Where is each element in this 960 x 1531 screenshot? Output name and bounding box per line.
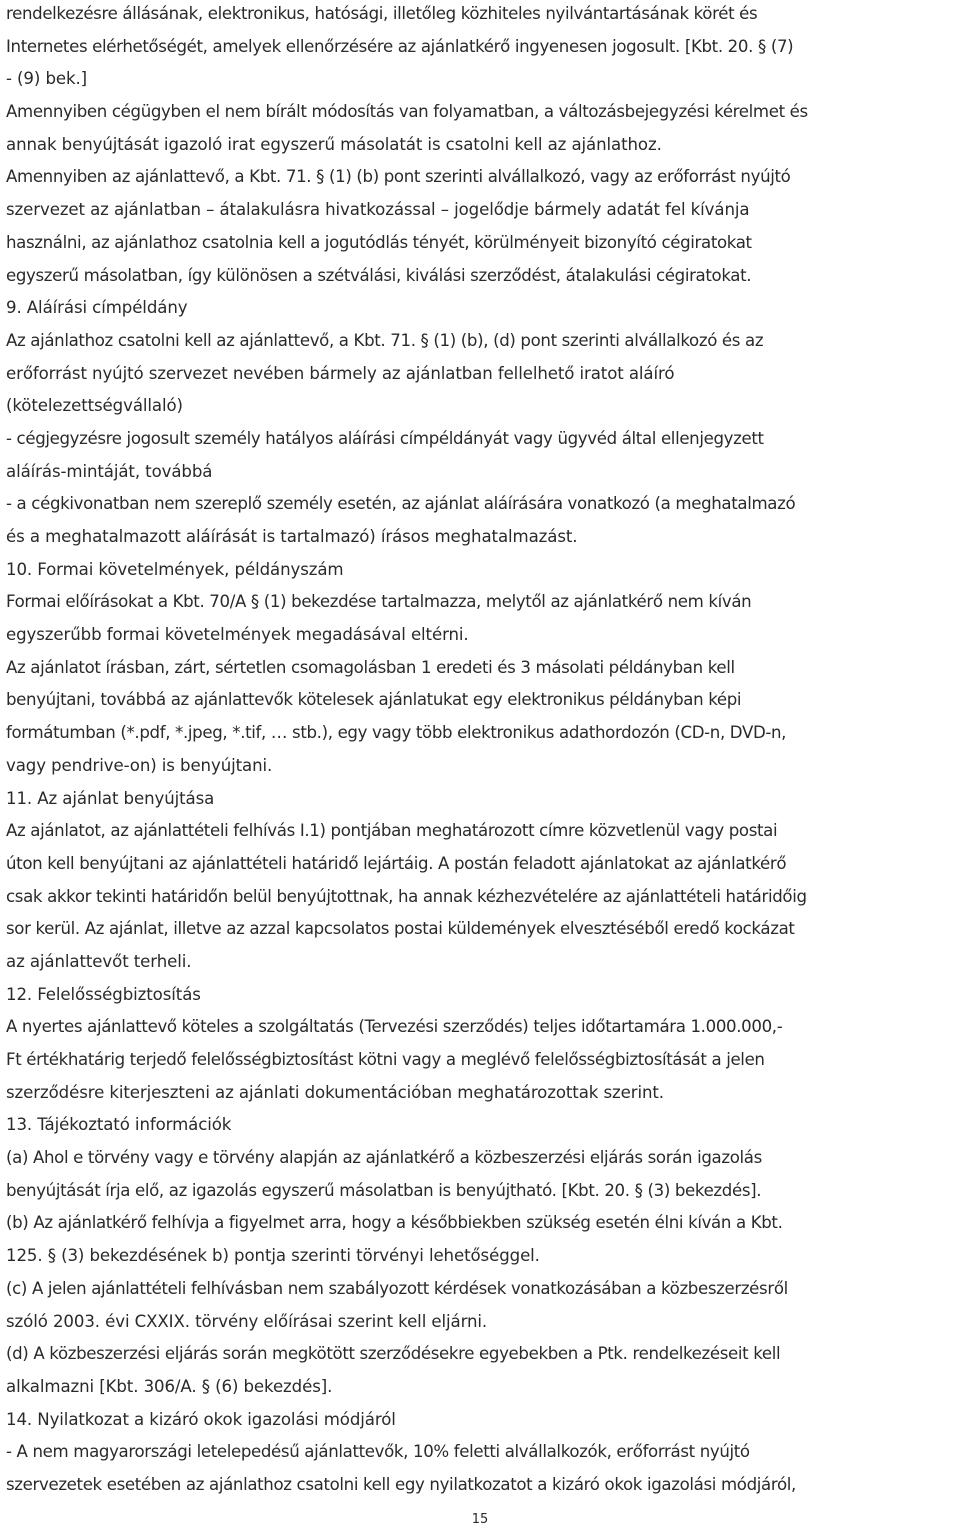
- text-line: úton kell benyújtani az ajánlattételi határidő lejártáig. A postán feladott ajánlatokat az ajánlatkérő: [6, 853, 787, 873]
- text-line: aláírás-mintáját, továbbá: [6, 461, 213, 481]
- text-line: Az ajánlatot, az ajánlattételi felhívás I.1) pontjában meghatározott címre közvetlenül vagy postai: [6, 821, 778, 841]
- text-line: A nyertes ajánlattevő köteles a szolgáltatás (Tervezési szerződés) teljes időtartamára 1.000.000,-: [6, 1017, 783, 1037]
- text-line: (b) Az ajánlatkérő felhívja a figyelmet arra, hogy a későbbiekben szükség esetén élni kíván a Kbt.: [6, 1213, 783, 1233]
- section-heading: 11. Az ajánlat benyújtása: [6, 788, 215, 808]
- text-line: Amennyiben cégügyben el nem bírált módosítás van folyamatban, a változásbejegyzési kérelmet és: [6, 102, 808, 122]
- text-line: - A nem magyarországi letelepedésű ajánlattevők, 10% feletti alvállalkozók, erőforrást nyújtó: [6, 1442, 750, 1462]
- text-line: szervezet az ajánlatban – átalakulásra hivatkozással – jogelődje bármely adatát fel kívánja: [6, 200, 750, 220]
- text-line: alkalmazni [Kbt. 306/A. § (6) bekezdés].: [6, 1376, 333, 1396]
- text-line: és a meghatalmazott aláírását is tartalmazó) írásos meghatalmazást.: [6, 527, 578, 546]
- text-line: Amennyiben az ajánlattevő, a Kbt. 71. § (1) (b) pont szerinti alvállalkozó, vagy az erőforrást nyújtó: [6, 167, 791, 187]
- text-line: szervezetek esetében az ajánlathoz csatolni kell egy nyilatkozatot a kizáró okok igazolási módjáról,: [6, 1474, 796, 1494]
- text-line: szóló 2003. évi CXXIX. törvény előírásai szerint kell eljárni.: [6, 1311, 488, 1331]
- text-line: szerződésre kiterjeszteni az ajánlati dokumentációban meghatározottak szerint.: [6, 1082, 664, 1102]
- text-line: csak akkor tekinti határidőn belül benyújtottnak, ha annak kézhezvételére az ajánlattételi határidőig: [6, 886, 807, 906]
- text-line: Formai előírásokat a Kbt. 70/A § (1) bekezdése tartalmazza, melytől az ajánlatkérő nem kíván: [6, 592, 752, 612]
- text-line: - a cégkivonatban nem szereplő személy esetén, az ajánlat aláírására vonatkozó (a meghatalmazó: [6, 494, 796, 514]
- text-line: formátumban (*.pdf, *.jpeg, *.tif, … stb.), egy vagy több elektronikus adathordozón (CD-n, DVD-n,: [6, 723, 787, 743]
- text-line: benyújtani, továbbá az ajánlattevők kötelesek ajánlatukat egy elektronikus példányban képi: [6, 690, 742, 710]
- text-line: vagy pendrive-on) is benyújtani.: [6, 755, 273, 775]
- text-line: Az ajánlatot írásban, zárt, sértetlen csomagolásban 1 eredeti és 3 másolati példányban kell: [6, 657, 735, 677]
- text-line: - (9) bek.]: [6, 69, 88, 89]
- text-line: - cégjegyzésre jogosult személy hatályos aláírási címpéldányát vagy ügyvéd által ellenjegyzett: [6, 428, 764, 448]
- section-heading: 10. Formai követelmények, példányszám: [6, 559, 344, 579]
- text-line: erőforrást nyújtó szervezet nevében bármely az ajánlatban fellelhető iratot aláíró: [6, 363, 675, 383]
- text-line: (c) A jelen ajánlattételi felhívásban nem szabályozott kérdések vonatkozásában a közbeszerzésről: [6, 1278, 788, 1298]
- text-line: használni, az ajánlathoz csatolnia kell a jogutódlás tényét, körülményeit bizonyító cégiratokat: [6, 232, 752, 252]
- section-heading: 14. Nyilatkozat a kizáró okok igazolási módjáról: [6, 1409, 396, 1429]
- text-line: 125. § (3) bekezdésének b) pontja szerinti törvényi lehetőséggel.: [6, 1246, 540, 1266]
- text-line: Az ajánlathoz csatolni kell az ajánlattevő, a Kbt. 71. § (1) (b), (d) pont szerinti alvállalkozó és az: [6, 330, 764, 350]
- section-heading: 12. Felelősségbiztosítás: [6, 984, 201, 1004]
- section-heading: 13. Tájékoztató információk: [6, 1115, 232, 1135]
- text-line: benyújtását írja elő, az igazolás egyszerű másolatban is benyújtható. [Kbt. 20. § (3) bekezdés].: [6, 1180, 762, 1200]
- document-body: [6, 0, 956, 1502]
- text-line: egyszerű másolatban, így különösen a szétválási, kiválási szerződést, átalakulási cégiratokat.: [6, 265, 752, 285]
- text-line: az ajánlattevőt terheli.: [6, 951, 192, 971]
- text-line: annak benyújtását igazoló irat egyszerű másolatát is csatolni kell az ajánlathoz.: [6, 134, 662, 154]
- text-line: Internetes elérhetőségét, amelyek ellenőrzésére az ajánlatkérő ingyenesen jogosult. [Kbt. 20. § (7): [6, 36, 794, 56]
- text-line: rendelkezésre állásának, elektronikus, hatósági, illetőleg közhiteles nyilvántartásának körét és: [6, 4, 758, 23]
- text-line: egyszerűbb formai követelmények megadásával eltérni.: [6, 625, 469, 645]
- text-line: (a) Ahol e törvény vagy e törvény alapján az ajánlatkérő a közbeszerzési eljárás során igazolás: [6, 1148, 762, 1168]
- text-line: (d) A közbeszerzési eljárás során megkötött szerződésekre egyebekben a Ptk. rendelkezéseit kell: [6, 1344, 781, 1364]
- page-number: 15: [471, 1512, 489, 1527]
- text-line: (kötelezettségvállaló): [6, 396, 183, 416]
- text-line: sor kerül. Az ajánlat, illetve az azzal kapcsolatos postai küldemények elvesztéséből eredő kockázat: [6, 919, 795, 939]
- text-line: Ft értékhatárig terjedő felelősségbiztosítást kötni vagy a meglévő felelősségbiztosítását a jelen: [6, 1050, 765, 1069]
- section-heading: 9. Aláírási címpéldány: [6, 298, 188, 318]
